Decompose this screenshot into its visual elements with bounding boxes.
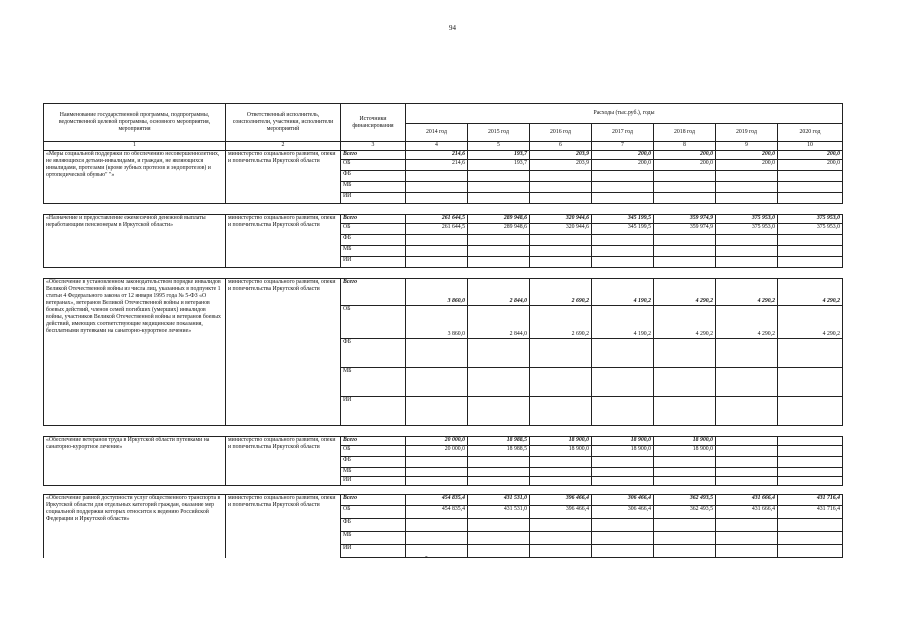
header-name: Наименование государственной программы, подпрограммы, ведомственной целевой программы, основного мероприятия, мероприятия <box>44 104 226 142</box>
funding-source: ФБ <box>341 235 406 246</box>
amount-cell: 4 290,2 <box>716 306 778 339</box>
amount-cell: 200,0 <box>778 151 843 160</box>
amount-cell: 2 690,2 <box>530 279 592 306</box>
table-row <box>44 437 843 446</box>
measure-name: «Назначение и предоставление ежемесячной денежной выплаты неработающим пенсионерам в Иркутской области» <box>44 215 226 268</box>
amount-cell <box>716 368 778 397</box>
amount-cell <box>406 532 468 545</box>
amount-cell: 431 531,0 <box>468 506 530 519</box>
funding-source: Всего <box>341 151 406 160</box>
amount-cell: 20 000,0 <box>406 437 468 446</box>
amount-cell <box>592 246 654 257</box>
amount-cell: 320 944,6 <box>530 215 592 224</box>
amount-cell: 200,0 <box>716 151 778 160</box>
amount-cell <box>406 477 468 486</box>
amount-cell: 3 860,0 <box>406 279 468 306</box>
amount-cell: 396 466,4 <box>530 506 592 519</box>
funding-source: ОБ <box>341 306 406 339</box>
amount-cell <box>468 457 530 468</box>
amount-cell <box>468 246 530 257</box>
amount-cell: 2 844,0 <box>468 279 530 306</box>
header-executor: Ответственный исполнитель, соисполнители, участники, исполнители мероприятий <box>226 104 341 142</box>
amount-cell <box>530 457 592 468</box>
column-number: 10 <box>778 142 843 151</box>
amount-cell <box>778 235 843 246</box>
amount-cell: 4 290,2 <box>654 306 716 339</box>
amount-cell: 3 860,0 <box>406 306 468 339</box>
amount-cell <box>406 246 468 257</box>
amount-cell <box>530 477 592 486</box>
amount-cell: 320 944,6 <box>530 224 592 235</box>
amount-cell <box>716 182 778 193</box>
amount-cell: 454 835,4 <box>406 506 468 519</box>
amount-cell <box>654 368 716 397</box>
funding-source: Всего <box>341 495 406 506</box>
amount-cell <box>654 468 716 477</box>
amount-cell: 362 493,5 <box>654 506 716 519</box>
amount-cell: 4 290,2 <box>778 306 843 339</box>
amount-cell: 4 290,2 <box>716 279 778 306</box>
executor: министерство социального развития, опеки и попечительства Иркутской области <box>226 215 341 268</box>
block-separator <box>44 486 843 495</box>
amount-cell <box>406 193 468 204</box>
amount-cell <box>592 235 654 246</box>
amount-cell <box>530 468 592 477</box>
header-expenses: Расходы (тыс.руб.), годы <box>406 104 843 124</box>
amount-cell <box>530 532 592 545</box>
amount-cell <box>778 545 843 558</box>
amount-cell <box>716 339 778 368</box>
amount-cell <box>530 171 592 182</box>
amount-cell <box>716 519 778 532</box>
table-body <box>44 104 843 558</box>
amount-cell <box>654 477 716 486</box>
column-number: 8 <box>654 142 716 151</box>
amount-cell <box>406 397 468 426</box>
amount-cell <box>406 545 468 558</box>
amount-cell <box>778 368 843 397</box>
amount-cell <box>716 193 778 204</box>
amount-cell <box>592 519 654 532</box>
amount-cell: 431 666,4 <box>716 506 778 519</box>
year-header: 2017 год <box>592 124 654 142</box>
amount-cell <box>468 193 530 204</box>
amount-cell: 289 948,6 <box>468 224 530 235</box>
column-number: 6 <box>530 142 592 151</box>
year-header: 2016 год <box>530 124 592 142</box>
year-header: 2018 год <box>654 124 716 142</box>
amount-cell <box>406 468 468 477</box>
amount-cell <box>592 532 654 545</box>
funding-source: ОБ <box>341 446 406 457</box>
amount-cell: 200,0 <box>592 160 654 171</box>
amount-cell <box>654 397 716 426</box>
amount-cell <box>468 368 530 397</box>
amount-cell <box>406 368 468 397</box>
funding-source: Всего <box>341 215 406 224</box>
funding-source: ИИ <box>341 193 406 204</box>
executor: министерство социального развития, опеки и попечительства Иркутской области <box>226 151 341 204</box>
bottom-mark: - <box>425 552 428 561</box>
amount-cell: 431 716,4 <box>778 506 843 519</box>
amount-cell <box>716 446 778 457</box>
amount-cell <box>654 457 716 468</box>
amount-cell <box>654 532 716 545</box>
amount-cell: 2 690,2 <box>530 306 592 339</box>
amount-cell <box>530 182 592 193</box>
amount-cell <box>406 235 468 246</box>
amount-cell <box>778 246 843 257</box>
amount-cell: 200,0 <box>778 160 843 171</box>
column-number: 2 <box>226 142 341 151</box>
separator-cell <box>44 426 843 437</box>
amount-cell: 18 900,0 <box>654 446 716 457</box>
amount-cell <box>406 171 468 182</box>
column-number: 4 <box>406 142 468 151</box>
amount-cell <box>406 519 468 532</box>
executor: министерство социального развития, опеки и попечительства Иркутской области <box>226 495 341 558</box>
amount-cell <box>468 477 530 486</box>
amount-cell <box>778 182 843 193</box>
amount-cell: 306 466,4 <box>592 506 654 519</box>
block-separator <box>44 204 843 215</box>
amount-cell: 18 988,5 <box>468 437 530 446</box>
amount-cell <box>778 171 843 182</box>
amount-cell: 214,6 <box>406 160 468 171</box>
amount-cell <box>654 339 716 368</box>
amount-cell: 375 953,0 <box>716 224 778 235</box>
year-header: 2020 год <box>778 124 843 142</box>
amount-cell <box>716 235 778 246</box>
amount-cell: 359 974,9 <box>654 215 716 224</box>
amount-cell <box>406 339 468 368</box>
amount-cell: 362 493,5 <box>654 495 716 506</box>
amount-cell <box>716 246 778 257</box>
amount-cell <box>778 339 843 368</box>
funding-source: МБ <box>341 246 406 257</box>
funding-source: МБ <box>341 182 406 193</box>
amount-cell <box>406 257 468 268</box>
amount-cell: 375 953,0 <box>778 224 843 235</box>
amount-cell <box>406 182 468 193</box>
amount-cell <box>654 182 716 193</box>
amount-cell: 193,7 <box>468 151 530 160</box>
funding-source: ОБ <box>341 506 406 519</box>
funding-source: МБ <box>341 468 406 477</box>
amount-cell: 4 290,2 <box>778 279 843 306</box>
amount-cell: 454 835,4 <box>406 495 468 506</box>
block-separator <box>44 426 843 437</box>
page-number: 94 <box>449 24 456 32</box>
amount-cell: 431 531,0 <box>468 495 530 506</box>
amount-cell <box>530 368 592 397</box>
amount-cell <box>530 519 592 532</box>
amount-cell <box>778 532 843 545</box>
amount-cell <box>654 246 716 257</box>
column-numbers-row <box>44 142 843 151</box>
amount-cell <box>654 519 716 532</box>
funding-source: ФБ <box>341 171 406 182</box>
amount-cell: 18 900,0 <box>592 446 654 457</box>
amount-cell <box>468 257 530 268</box>
column-number: 3 <box>341 142 406 151</box>
amount-cell <box>654 235 716 246</box>
amount-cell <box>778 457 843 468</box>
amount-cell <box>406 457 468 468</box>
amount-cell <box>778 193 843 204</box>
amount-cell <box>468 519 530 532</box>
funding-source: МБ <box>341 532 406 545</box>
amount-cell: 18 900,0 <box>530 446 592 457</box>
amount-cell: 4 190,2 <box>592 279 654 306</box>
amount-cell: 375 953,0 <box>716 215 778 224</box>
amount-cell <box>592 182 654 193</box>
amount-cell: 200,0 <box>716 160 778 171</box>
amount-cell <box>592 545 654 558</box>
funding-source: ИИ <box>341 545 406 558</box>
amount-cell <box>716 532 778 545</box>
amount-cell <box>592 339 654 368</box>
amount-cell: 431 666,4 <box>716 495 778 506</box>
amount-cell <box>716 171 778 182</box>
amount-cell: 4 290,2 <box>654 279 716 306</box>
amount-cell: 200,0 <box>654 160 716 171</box>
table-row <box>44 215 843 224</box>
amount-cell: 203,9 <box>530 151 592 160</box>
measure-name: «Меры социальной поддержки по обеспечению несовершеннолетних, не являющихся детьми-инвалидами, и граждан, не являющихся инвалидами, протезами (кроме зубных протезов и эндопротезов) и ортопедической обувью" "» <box>44 151 226 204</box>
amount-cell <box>716 545 778 558</box>
amount-cell: 431 716,4 <box>778 495 843 506</box>
amount-cell: 345 199,5 <box>592 215 654 224</box>
amount-cell <box>778 437 843 446</box>
amount-cell <box>530 235 592 246</box>
amount-cell: 20 000,0 <box>406 446 468 457</box>
column-number: 5 <box>468 142 530 151</box>
amount-cell <box>468 545 530 558</box>
amount-cell <box>654 545 716 558</box>
funding-source: ФБ <box>341 339 406 368</box>
year-header: 2019 год <box>716 124 778 142</box>
amount-cell <box>592 397 654 426</box>
amount-cell: 396 466,4 <box>530 495 592 506</box>
amount-cell: 4 190,2 <box>592 306 654 339</box>
amount-cell: 2 844,0 <box>468 306 530 339</box>
block-separator <box>44 268 843 279</box>
amount-cell <box>716 477 778 486</box>
amount-cell <box>592 477 654 486</box>
amount-cell <box>468 397 530 426</box>
separator-cell <box>44 268 843 279</box>
amount-cell <box>778 519 843 532</box>
amount-cell: 289 948,6 <box>468 215 530 224</box>
header-source: Источники финансирования <box>341 104 406 142</box>
table-row <box>44 495 843 506</box>
amount-cell <box>592 468 654 477</box>
funding-source: ФБ <box>341 457 406 468</box>
amount-cell <box>716 457 778 468</box>
year-header: 2015 год <box>468 124 530 142</box>
header-row <box>44 104 843 124</box>
amount-cell <box>592 368 654 397</box>
funding-source: ИИ <box>341 477 406 486</box>
amount-cell <box>530 397 592 426</box>
amount-cell <box>778 446 843 457</box>
amount-cell <box>778 397 843 426</box>
column-number: 1 <box>44 142 226 151</box>
amount-cell <box>592 171 654 182</box>
funding-source: ОБ <box>341 160 406 171</box>
amount-cell <box>778 477 843 486</box>
amount-cell: 359 974,9 <box>654 224 716 235</box>
amount-cell: 18 988,5 <box>468 446 530 457</box>
amount-cell <box>654 193 716 204</box>
expenses-table <box>43 103 843 558</box>
amount-cell <box>530 193 592 204</box>
column-number: 9 <box>716 142 778 151</box>
amount-cell: 18 900,0 <box>530 437 592 446</box>
amount-cell <box>530 339 592 368</box>
funding-source: ИИ <box>341 257 406 268</box>
amount-cell: 345 199,5 <box>592 224 654 235</box>
amount-cell <box>468 171 530 182</box>
amount-cell <box>530 257 592 268</box>
amount-cell <box>530 246 592 257</box>
amount-cell <box>468 235 530 246</box>
executor: министерство социального развития, опеки и попечительства Иркутской области <box>226 279 341 426</box>
amount-cell: 261 644,5 <box>406 215 468 224</box>
separator-cell <box>44 486 843 495</box>
amount-cell <box>530 545 592 558</box>
amount-cell <box>716 257 778 268</box>
measure-name: «Обеспечение в установленном законодательством порядке инвалидов Великой Отечественной войны из числа лиц, указанных в подпункте 1 статьи 4 Федерального закона от 12 января 1995 года № 5-ФЗ «О ветеранах», ветеранов Великой Отечественной войны и ветеранов боевых действий, членов семей погибших (умерших) инвалидов войны, участников Великой Отечественной войны и ветеранов боевых действий, имеющих соответствующие медицинские показания, бесплатными путевками на санаторно-курортное лечение» <box>44 279 226 426</box>
amount-cell: 18 900,0 <box>654 437 716 446</box>
amount-cell <box>592 257 654 268</box>
amount-cell: 375 953,0 <box>778 215 843 224</box>
separator-cell <box>44 204 843 215</box>
table-row <box>44 279 843 306</box>
funding-source: ИИ <box>341 397 406 426</box>
amount-cell: 200,0 <box>592 151 654 160</box>
amount-cell: 193,7 <box>468 160 530 171</box>
amount-cell: 203,9 <box>530 160 592 171</box>
amount-cell <box>654 257 716 268</box>
amount-cell <box>468 532 530 545</box>
amount-cell: 18 900,0 <box>592 437 654 446</box>
amount-cell <box>716 437 778 446</box>
amount-cell <box>716 397 778 426</box>
funding-source: Всего <box>341 437 406 446</box>
amount-cell <box>468 468 530 477</box>
amount-cell <box>468 182 530 193</box>
year-header: 2014 год <box>406 124 468 142</box>
amount-cell: 214,6 <box>406 151 468 160</box>
executor: министерство социального развития, опеки и попечительства Иркутской области <box>226 437 341 486</box>
amount-cell <box>592 457 654 468</box>
amount-cell <box>778 257 843 268</box>
amount-cell <box>778 468 843 477</box>
funding-source: ОБ <box>341 224 406 235</box>
table-row <box>44 151 843 160</box>
measure-name: «Обеспечение равной доступности услуг общественного транспорта в Иркутской области для отдельных категорий граждан, оказание мер социальной поддержки которых относится к ведению Российской Федерации и Иркутской области» <box>44 495 226 558</box>
amount-cell <box>716 468 778 477</box>
amount-cell <box>592 193 654 204</box>
amount-cell <box>468 339 530 368</box>
measure-name: «Обеспечение ветеранов труда в Иркутской области путевками на санаторно-курортное лечение» <box>44 437 226 486</box>
funding-source: Всего <box>341 279 406 306</box>
amount-cell: 306 466,4 <box>592 495 654 506</box>
funding-source: МБ <box>341 368 406 397</box>
funding-source: ФБ <box>341 519 406 532</box>
column-number: 7 <box>592 142 654 151</box>
amount-cell: 200,0 <box>654 151 716 160</box>
amount-cell: 261 644,5 <box>406 224 468 235</box>
amount-cell <box>654 171 716 182</box>
